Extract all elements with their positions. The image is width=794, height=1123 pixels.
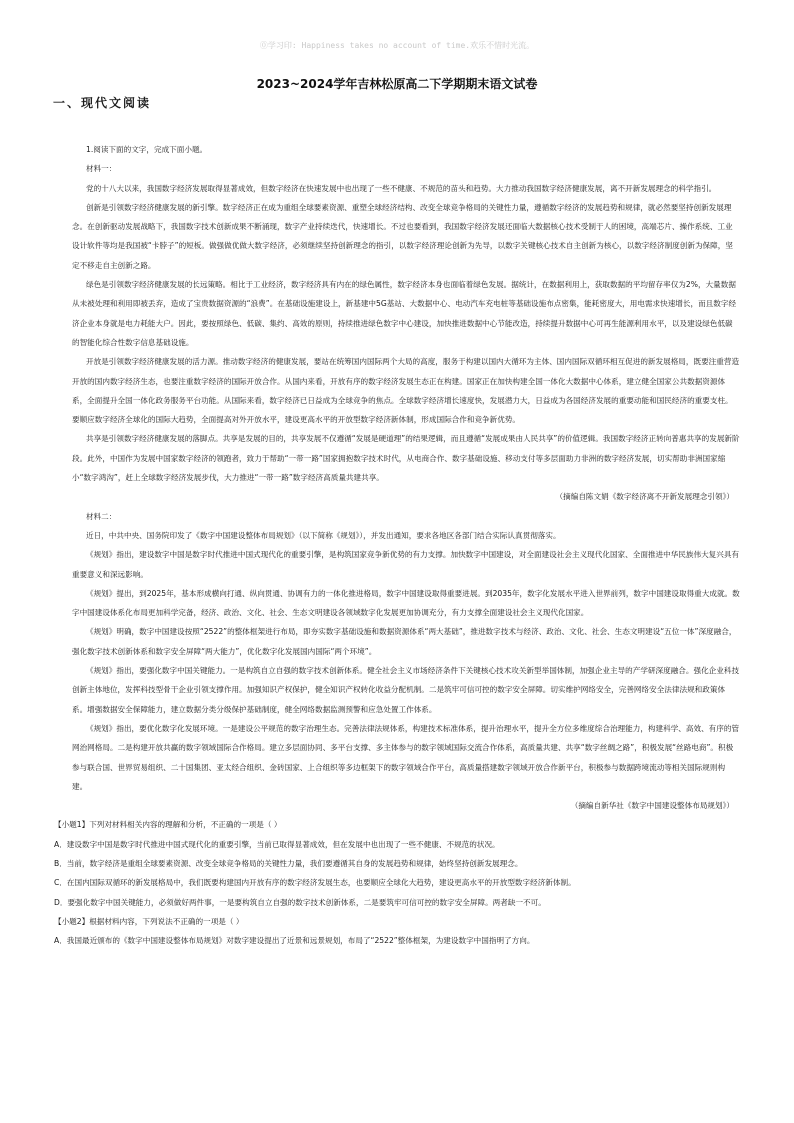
- paragraph: 共享是引领数字经济健康发展的落脚点。共享是发展的目的，共享发展不仅遵循“发展是硬道理”的结果逻辑，而且遵循“发展成果由人民共享”的价值逻辑。我国数字经济正转向普惠共享的发展新阶段。此外，中国作为发展中国家数字经济的领跑者，致力于帮助“一带一路”国家拥抱数字技术时代，从电商合作、数字基础设施、移动支付等多层面助力非洲的数字经济发展，切实帮助非洲国家缩小“数字鸿沟”，赶上全球数字经济发展步伐，大力推进“一带一路”数字经济高质量共建共享。: [72, 434, 740, 483]
- material-1-source: （摘编自陈文娟《数字经济离不开新发展理念引领》）: [555, 492, 734, 502]
- question-1-option-b: B．当前，数字经济是重组全球要素资源、改变全球竞争格局的关键性力量，我们要遵循其自身的发展趋势和规律，始终坚持创新发展理念。: [54, 858, 523, 868]
- material-2-label: 材料二：: [86, 511, 117, 521]
- question-1-stem: 【小题1】下列对材料相关内容的理解和分析，不正确的一项是（ ）: [54, 820, 282, 830]
- material-2-source: （摘编自新华社《数字中国建设整体布局规划》）: [570, 801, 734, 811]
- paragraph: 近日，中共中央、国务院印发了《数字中国建设整体布局规划》（以下简称《规划》），并发出通知，要求各地区各部门结合实际认真贯彻落实。: [86, 530, 561, 540]
- paragraph: 绿色是引领数字经济健康发展的长远策略。相比于工业经济，数字经济具有内在的绿色属性，数字经济本身也面临着绿色发展。据统计，在数据利用上，获取数据的平均留存率仅为2%，大量数据从未被处理和利用即被丢弃，造成了宝贵数据资源的“浪费”。在基础设施建设上，新基建中5G基站、大数据中心、电动汽车充电桩等基础设施布点密集，能耗密度大，用电需求快速增长，而且数字经济企业本身就是电力耗能大户。因此，要按照绿色、低碳、集约、高效的原则，持续推进绿色数字中心建设，加快推进数据中心节能改造，持续提升数据中心可再生能源利用水平，以及建设绿色低碳的智能化综合性数字信息基础设施。: [72, 280, 737, 347]
- section-heading: 一、现代文阅读: [53, 96, 152, 110]
- material-1-label: 材料一：: [86, 164, 117, 174]
- question-intro: 1.阅读下面的文字，完成下面小题。: [86, 145, 208, 154]
- watermark: ⓪学习印: Happiness takes no account of time.欢乐不惜时光流。: [259, 41, 535, 50]
- paragraph: 《规划》指出，要优化数字化发展环境。一是建设公平规范的数字治理生态。完善法律法规体系，构建技术标准体系，提升治理水平，提升全方位多维度综合治理能力，构建科学、高效、有序的管网治网格局。二是构建开放共赢的数字领域国际合作格局。建立多层面协同、多平台支撑、多主体参与的数字领域国际交流合作体系，高质量共建、共享“数字丝绸之路”，积极发展“丝路电商”。积极参与联合国、世界贸易组织、二十国集团、亚太经合组织、金砖国家、上合组织等多边框架下的数字领域合作平台，高质量搭建数字领域开放合作新平台，积极参与数据跨境流动等相关国际规则构建。: [72, 723, 740, 791]
- paragraph: 创新是引领数字经济健康发展的新引擎。数字经济正在成为重组全球要素资源、重塑全球经济结构、改变全球竞争格局的关键性力量，遵循数字经济的发展趋势和规律，就必然要坚持创新发展理念。在创新驱动发展战略下，我国数字技术创新成果不断涌现，数字产业持续迭代，快速增长。不过也要看到，我国数字经济发展还面临大数据核心技术受制于人的困境，高端芯片、操作系统、工业设计软件等均是我国被“卡脖子”的短板。做强做优做大数字经济，必须继续坚持创新理念的指引，以数字经济理论创新为先导，以数字关键核心技术自主创新为核心，以数字经济制度创新为保障，坚定不移走自主创新之路。: [72, 202, 733, 270]
- document-body: [54, 140, 740, 950]
- question-1-option-a: A．建设数字中国是数字时代推进中国式现代化的重要引擎，当前已取得显著成效，但在发展中也出现了一些不健康、不规范的状况。: [54, 839, 500, 849]
- question-1-option-d: D．要强化数字中国关键能力，必须做好两件事，一是要构筑自立自强的数字技术创新体系，二是要筑牢可信可控的数字安全屏障。两者缺一不可。: [54, 897, 546, 907]
- question-2-option-a: A．我国最近颁布的《数字中国建设整体布局规划》对数字建设提出了近景和远景规划，布局了“2522”整体框架，为建设数字中国指明了方向。: [54, 936, 535, 946]
- page-title: 2023~2024学年吉林松原高二下学期期末语文试卷: [256, 77, 538, 91]
- question-1-option-c: C．在国内国际双循环的新发展格局中，我们既要构建国内开放有序的数字经济发展生态，也要顺应全球化大趋势，建设更高水平的开放型数字经济新体制。: [54, 878, 576, 888]
- paragraph: 《规划》提出，到2025年，基本形成横向打通、纵向贯通、协调有力的一体化推进格局，数字中国建设取得重要进展。到2035年，数字化发展水平进入世界前列，数字中国建设取得重大成就。数字中国建设体系化布局更加科学完备，经济、政治、文化、社会、生态文明建设各领域数字化发展更加协调充分，有力支撑全面建设社会主义现代化国家。: [72, 588, 740, 618]
- paragraph: 《规划》指出，要强化数字中国关键能力。一是构筑自立自强的数字技术创新体系。健全社会主义市场经济条件下关键核心技术攻关新型举国体制，加强企业主导的产学研深度融合。强化企业科技创新主体地位，发挥科技型骨干企业引领支撑作用。加强知识产权保护，健全知识产权转化收益分配机制。二是筑牢可信可控的数字安全屏障。切实维护网络安全，完善网络安全法律法规和政策体系。增强数据安全保障能力，建立数据分类分级保护基础制度，健全网络数据监测预警和应急处置工作体系。: [72, 666, 740, 714]
- paragraph: 《规划》明确，数字中国建设按照“2522”的整体框架进行布局，即夯实数字基础设施和数据资源体系“两大基础”，推进数字技术与经济、政治、文化、社会、生态文明建设“五位一体”深度融合，强化数字技术创新体系和数字安全屏障“两大能力”，优化数字化发展国内国际“两个环境”。: [72, 627, 737, 656]
- paragraph: 开放是引领数字经济健康发展的活力源。推动数字经济的健康发展，要站在统筹国内国际两个大局的高度，服务于构建以国内大循环为主体、国内国际双循环相互促进的新发展格局，既要注重营造开放的国内数字经济生态，也要注重数字经济的国际开放合作。从国内来看，开放有序的数字经济发展生态正在构建。国家正在加快构建全国一体化大数据中心体系，建立健全国家公共数据资源体系，全面提升全国一体化政务服务平台功能。从国际来看，数字经济已日益成为全球竞争的焦点。全球数字经济增长速度快，发展潜力大，日益成为各国经济发展的重要动能和国民经济的重要支柱。要顺应数字经济全球化的国际大趋势，全面提高对外开放水平，建设更高水平的开放型数字经济新体制，形成国际合作和竞争新优势。: [72, 357, 740, 425]
- paragraph: 党的十八大以来，我国数字经济发展取得显著成效，但数字经济在快速发展中也出现了一些不健康、不规范的苗头和趋势。大力推动我国数字经济健康发展，离不开新发展理念的科学指引。: [86, 183, 717, 193]
- paragraph: 《规划》指出，建设数字中国是数字时代推进中国式现代化的重要引擎，是构筑国家竞争新优势的有力支撑。加快数字中国建设，对全面建设社会主义现代化国家、全面推进中华民族伟大复兴具有重要意义和深远影响。: [72, 550, 740, 579]
- question-2-stem: 【小题2】根据材料内容，下列说法不正确的一项是（ ）: [54, 916, 244, 926]
